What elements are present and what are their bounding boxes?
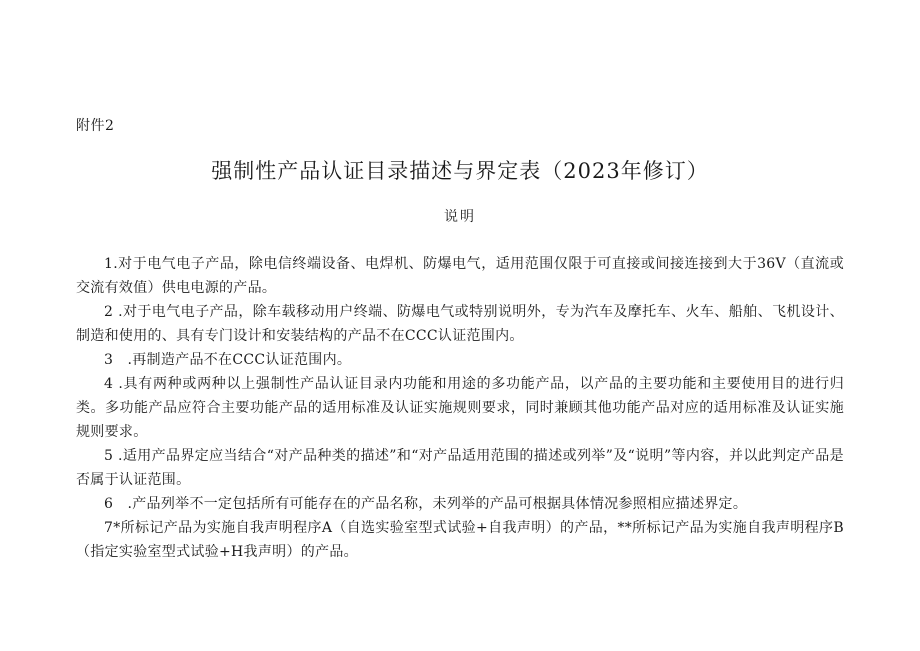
notes-list	[76, 252, 844, 564]
note-item: 1.对于电气电子产品，除电信终端设备、电焊机、防爆电气，适用范围仅限于可直接或间接连接到大于36V（直流或交流有效值）供电电源的产品。	[76, 256, 844, 296]
page-title: 强制性产品认证目录描述与界定表（2023年修订）	[211, 159, 709, 183]
attachment-label: 附件2	[76, 118, 115, 134]
section-heading: 说明	[444, 209, 476, 225]
note-item: 3 .再制造产品不在CCC认证范围内。	[104, 352, 352, 368]
note-item: 6 .产品列举不一定包括所有可能存在的产品名称，未列举的产品可根据具体情况参照相应描述界定。	[104, 496, 748, 512]
note-item: 4 .具有两种或两种以上强制性产品认证目录内功能和用途的多功能产品，以产品的主要功能和主要使用目的进行归类。多功能产品应符合主要功能产品的适用标准及认证实施规则要求，同时兼顾其他功能产品对应的适用标准及认证实施规则要求。	[76, 376, 844, 440]
note-item: 2 .对于电气电子产品，除车载移动用户终端、防爆电气或特别说明外，专为汽车及摩托车、火车、船舶、飞机设计、制造和使用的、具有专门设计和安装结构的产品不在CCC认证范围内。	[76, 304, 844, 344]
note-item: 7*所标记产品为实施自我声明程序A（自选实验室型式试验+自我声明）的产品，**所标记产品为实施自我声明程序B（指定实验室型式试验+H我声明）的产品。	[76, 520, 844, 560]
note-item: 5 .适用产品界定应当结合“对产品种类的描述”和“对产品适用范围的描述或列举”及“说明”等内容，并以此判定产品是否属于认证范围。	[76, 448, 844, 488]
